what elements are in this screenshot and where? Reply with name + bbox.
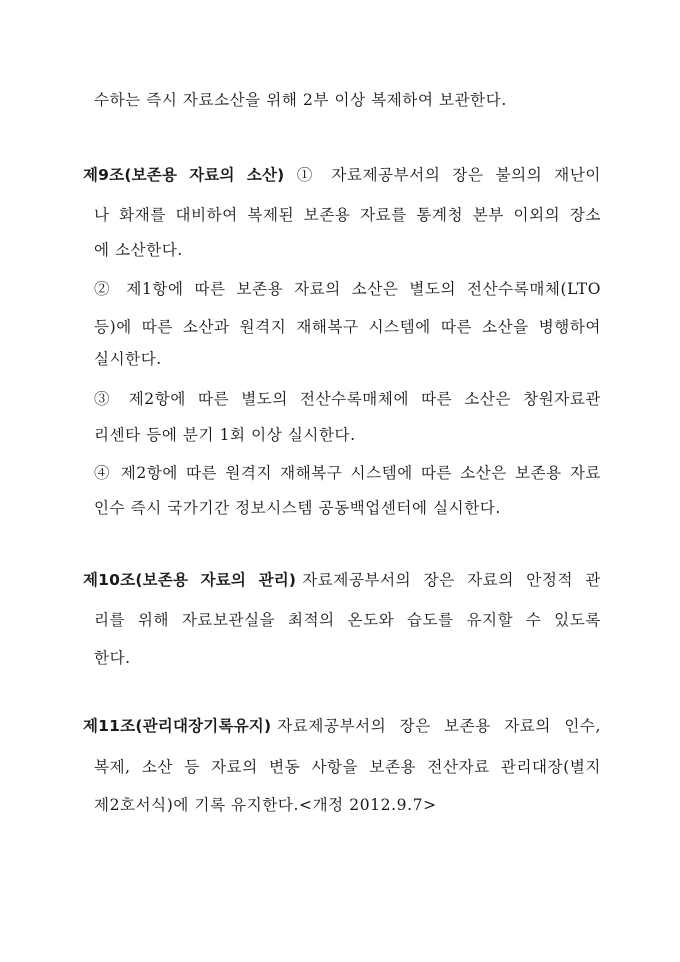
article11-line-0: 자료제공부서의 장은 보존용 자료의 인수,	[277, 717, 601, 735]
article9-line-0: ① 자료제공부서의 장은 불의의 재난이	[290, 166, 601, 184]
article11-line-1: 복제, 소산 등 자료의 변동 사항을 보존용 전산자료 관리대장(별지	[94, 758, 601, 776]
intro-line: 수하는 즉시 자료소산을 위해 2부 이상 복제하여 보관한다.	[94, 91, 507, 109]
article9-line-2: 에 소산한다.	[94, 241, 183, 259]
article10-heading: 제10조(보존용 자료의 관리)	[83, 571, 297, 589]
article11-first-line	[83, 716, 601, 736]
article11-heading: 제11조(관리대장기록유지)	[83, 717, 272, 735]
article10-line-1: 리를 위해 자료보관실을 최적의 온도와 습도를 유지할 수 있도록	[94, 611, 601, 629]
article9-line-6: ③ 제2항에 따른 별도의 전산수록매체에 따른 소산은 창원자료관	[94, 390, 601, 408]
article10-line-0: 자료제공부서의 장은 자료의 안정적 관	[302, 571, 601, 589]
article9-line-1: 나 화재를 대비하여 복제된 보존용 자료를 통계청 본부 이외의 장소	[94, 206, 601, 224]
article10-first-line	[83, 570, 601, 590]
article9-line-7: 리센타 등에 분기 1회 이상 실시한다.	[94, 426, 356, 444]
article9-line-5: 실시한다.	[94, 350, 162, 368]
article10-line-2: 한다.	[94, 649, 131, 667]
article9-line-8: ④ 제2항에 따른 원격지 재해복구 시스템에 따른 소산은 보존용 자료	[94, 464, 601, 482]
article9-first-line	[83, 165, 601, 185]
article9-line-3: ② 제1항에 따른 보존용 자료의 소산은 별도의 전산수록매체(LTO	[94, 280, 601, 298]
article9-heading: 제9조(보존용 자료의 소산)	[83, 166, 285, 184]
article9-line-9: 인수 즉시 국가기간 정보시스템 공동백업센터에 실시한다.	[94, 499, 501, 517]
article9-line-4: 등)에 따른 소산과 원격지 재해복구 시스템에 따른 소산을 병행하여	[94, 318, 601, 336]
article11-line-2: 제2호서식)에 기록 유지한다.<개정 2012.9.7>	[94, 796, 437, 814]
